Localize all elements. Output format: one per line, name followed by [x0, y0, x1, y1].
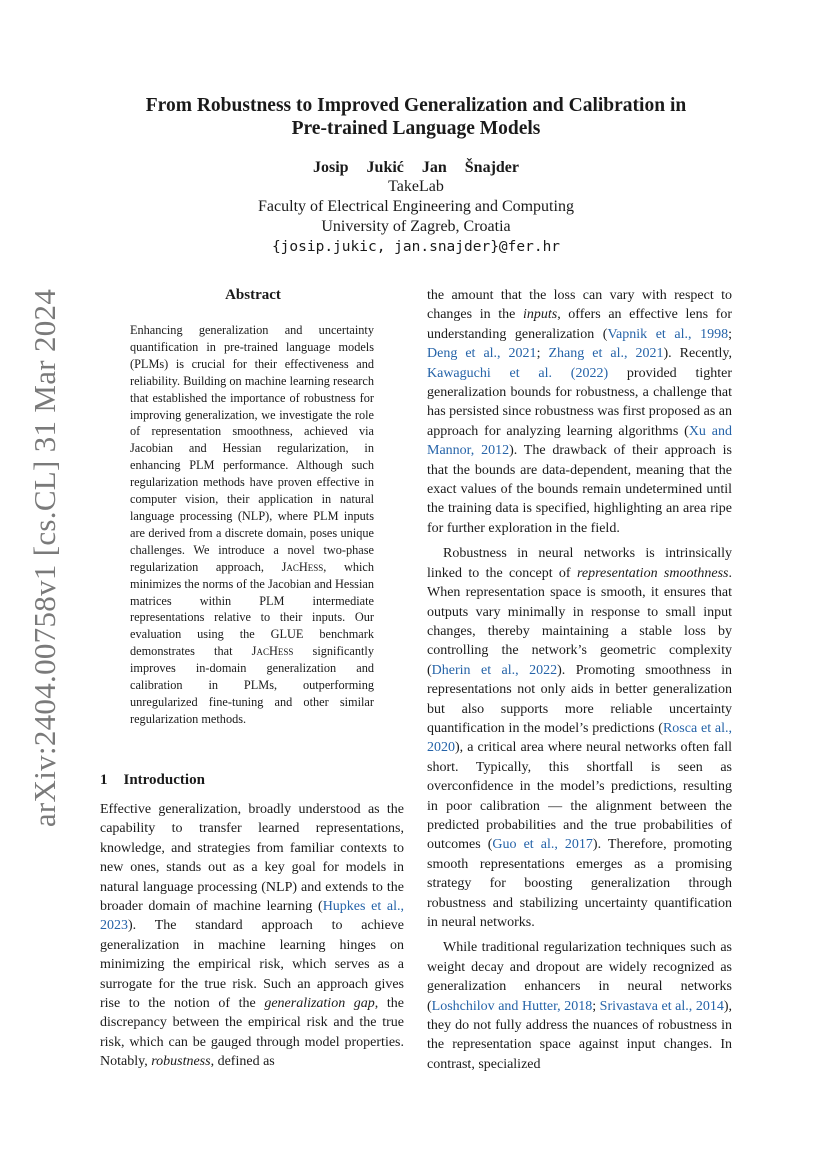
arxiv-stamp [22, 258, 68, 858]
paragraph-text: Effective generalization, broadly understood as the capability to transfer learned representations, knowledge, and strategies from familiar contexts to new ones, stands out as a key goal for models in natural language processing (NLP) and extends to the broader domain of machine learning ( [100, 802, 404, 915]
citation-link[interactable]: Zhang et al., 2021 [548, 346, 664, 362]
left-column-body [100, 800, 404, 1072]
emphasis: generalization gap [264, 996, 375, 1012]
citation-link[interactable]: Deng et al., 2021 [427, 346, 537, 362]
paragraph-text: , offers an effective lens for understanding generalization ( [427, 307, 732, 342]
section-number: 1 [100, 772, 108, 788]
paragraph-text: ). Therefore, promoting smooth representations emerges as a promising strategy for boosting generalization through robustness and stabilizing uncertainty quantification in neural networks. [427, 837, 732, 930]
paragraph-text: ). The standard approach to achieve generalization in machine learning hinges on minimizing the empirical risk, which serves as a surrogate for the true risk. Such an approach gives rise to the notion of the [100, 918, 404, 1012]
paper-authors: Josip Jukić Jan Šnajder [312, 159, 520, 176]
paragraph-text: ; [592, 998, 600, 1014]
paragraph-text: ; [728, 326, 732, 342]
citation-link[interactable]: Xu and Mannor, 2012 [427, 423, 733, 459]
section-heading [100, 771, 205, 789]
method-name: JacHess [281, 559, 324, 574]
emphasis: representation smoothness [576, 565, 729, 581]
paragraph-text: While traditional regularization techniques such as weight decay and dropout are widely recognized as generalization enhancers in neural networks ( [427, 940, 732, 1014]
paragraph [427, 544, 732, 932]
abstract-text: significantly improves in-domain generalization and calibration in PLMs, outperforming unregularized fine-tuning and other similar regularization methods. [130, 644, 374, 726]
paragraph [100, 800, 404, 1072]
abstract-text: , which minimizes the norms of the Jacobian and Hessian matrices within PLM intermediate representations relative to their inputs. Our evaluation using the GLUE benchmark demonstrates that [130, 559, 374, 659]
citation-link[interactable]: Guo et al., 2017 [492, 837, 593, 853]
abstract-heading: Abstract [225, 287, 281, 303]
method-name: JacHess [251, 644, 294, 659]
paragraph-text: Robustness in neural networks is intrinsically linked to the concept of [427, 546, 732, 581]
author-email: {josip.jukic, jan.snajder}@fer.hr [271, 239, 561, 255]
paper-title-line-2: Pre-trained Language Models [291, 118, 541, 139]
right-column-body [427, 286, 732, 1074]
affiliation-university: University of Zagreb, Croatia [321, 218, 511, 235]
paper-title [100, 94, 732, 140]
citation-link[interactable]: Rosca et al., 2020 [427, 720, 732, 756]
citation-link[interactable]: Vapnik et al., 1998 [607, 326, 729, 342]
emphasis: robustness [151, 1054, 211, 1070]
citation-link[interactable]: Srivastava et al., 2014 [599, 998, 724, 1014]
citation-link[interactable]: Hupkes et al., 2023 [100, 899, 404, 934]
paragraph-text: , the discrepancy between the empirical risk and the true risk, which can be gauged through model properties. Notably, [100, 996, 404, 1070]
paragraph-text: ), a critical area where neural networks often fall short. Typically, this shortfall is seen as overconfidence in the model’s predictions, resulting in poor calibration — the alignment between the predicted probabilities and the true probabilities of outcomes ( [427, 740, 732, 853]
paragraph-text: the amount that the loss can vary with respect to changes in the [427, 288, 732, 323]
paragraph-text: provided tighter generalization bounds for robustness, a challenge that has persisted since robustness was first proposed as an approach for analyzing learning algorithms ( [427, 365, 732, 439]
paragraph [427, 286, 732, 538]
abstract-body [130, 322, 374, 728]
paragraph-text: , defined as [210, 1054, 275, 1070]
paragraph-text: ), they do not fully address the nuances of robustness in the representation space against input changes. In contrast, specialized [427, 998, 732, 1072]
affiliation-faculty: Faculty of Electrical Engineering and Computing [258, 198, 574, 215]
paper-title-line-1: From Robustness to Improved Generalization and Calibration in [145, 95, 687, 116]
paragraph-text: ). The drawback of their approach is that the bounds are data-dependent, meaning that the exact values of the bounds remain undetermined until the training data is specified, highlighting an area ripe for further exploration in the field. [427, 443, 732, 536]
affiliation-lab: TakeLab [388, 178, 444, 195]
paragraph-text: ). Promoting smoothness in representations not only aids in better generalization but also supports more reliable uncertainty quantification in the model’s predictions ( [427, 662, 732, 736]
abstract-text: Enhancing generalization and uncertainty quantification in pre-trained language models (PLMs) is crucial for their effectiveness and reliability. Building on machine learning research that established the importance of robustness for improving generalization, we investigate the role of representation smoothness, achieved via Jacobian and Hessian regularization, in enhancing PLM performance. Although such regularization methods have proven effective in computer vision, their application in natural language processing (NLP), where PLM inputs are derived from a discrete domain, poses unique challenges. We introduce a novel two-phase regularization approach, [130, 323, 374, 574]
paragraph [427, 938, 732, 1074]
citation-link[interactable]: Kawaguchi et al. (2022) [427, 365, 609, 381]
arxiv-stamp-text: arXiv:2404.00758v1 [cs.CL] 31 Mar 2024 [27, 288, 62, 828]
citation-link[interactable]: Dherin et al., 2022 [431, 662, 558, 678]
section-title: Introduction [123, 772, 205, 788]
paragraph-text: ; [536, 346, 549, 362]
paragraph-text: . When representation space is smooth, it ensures that outputs vary minimally in response to small input changes, thereby maintaining a stable loss by controlling the network’s geometric complexity ( [427, 565, 732, 678]
citation-link[interactable]: Loshchilov and Hutter, 2018 [431, 998, 593, 1014]
paragraph-text: ). Recently, [663, 346, 733, 362]
emphasis: inputs [522, 307, 558, 323]
